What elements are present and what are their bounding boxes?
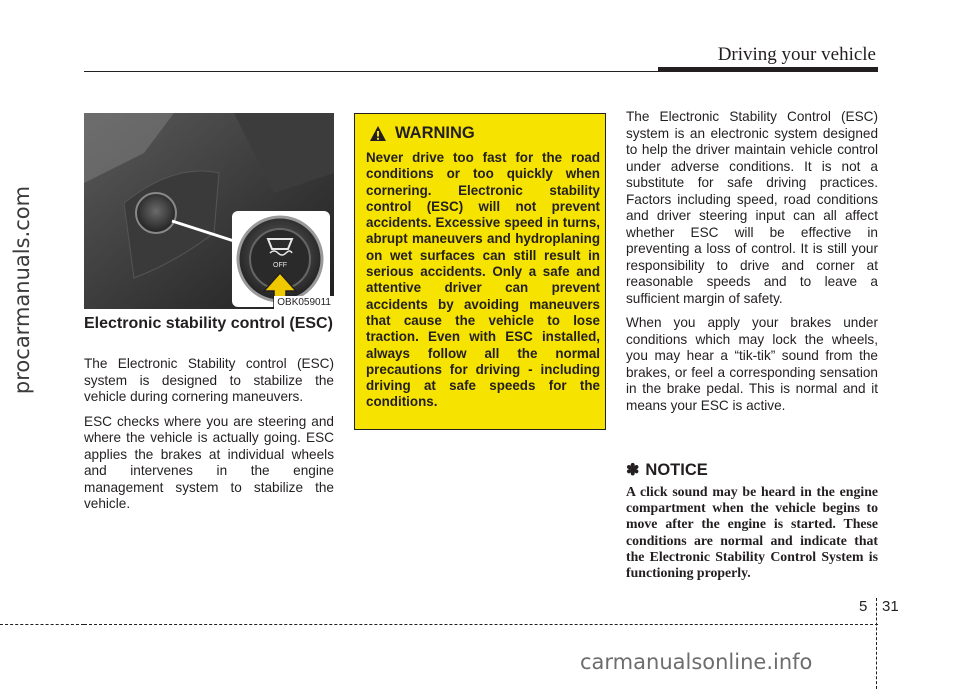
- notice-body: A click sound may be heard in the engine compartment when the vehicle begins to move after the engine is started. These conditions are normal and indicate that the Electronic Stability Control System is functioning properly.: [626, 484, 878, 581]
- page-number-divider: [876, 598, 877, 689]
- footer-rule: [84, 624, 878, 625]
- header-rule-accent: [658, 67, 878, 72]
- esc-button-small: [136, 193, 176, 233]
- paragraph: The Electronic Stability control (ESC) system is designed to stabilize the vehicle during cornering maneuvers.: [84, 356, 334, 404]
- warning-body: Never drive too fast for the road conditions or too quickly when cornering. Electronic stability control (ESC) will not prevent accidents. Excessive speed in turns, abrupt maneuvers and hydroplaning on wet surfaces can still result in serious accidents. Only a safe and attentive driver can prevent accidents by avoiding maneuvers that cause the vehicle to lose traction. Even with ESC installed, always follow all the normal precautions for driving - including driving at safe speeds for the conditions.: [366, 150, 600, 410]
- chapter-number: 5: [859, 598, 868, 615]
- notice-star-icon: ✽: [626, 462, 640, 479]
- warning-triangle-icon: [369, 125, 387, 143]
- figure-code: OBK059011: [274, 296, 334, 309]
- page-number: 31: [882, 598, 899, 615]
- right-column: [626, 109, 878, 422]
- side-watermark: [4, 100, 40, 480]
- off-label: OFF: [273, 262, 287, 269]
- warning-header: [369, 124, 475, 143]
- footer-rule: [0, 624, 84, 625]
- page-header-title: Driving your vehicle: [717, 44, 876, 65]
- paragraph: When you apply your brakes under conditions which may lock the wheels, you may hear a “tik-tik” sound from the brakes, or feel a corresponding sensation in the brake pedal. This is normal and it means your ESC is active.: [626, 315, 878, 413]
- dashboard-illustration: [84, 113, 334, 309]
- left-column: [84, 356, 334, 521]
- esc-button-photo: [84, 113, 334, 309]
- section-title: Electronic stability control (ESC): [84, 315, 333, 332]
- notice-header: [626, 460, 708, 480]
- side-watermark-text: procarmanuals.com: [10, 185, 34, 395]
- header-rule: [84, 71, 674, 72]
- paragraph: The Electronic Stability Control (ESC) system is an electronic system designed to help the driver maintain vehicle control under adverse conditions. It is not a substitute for safe driving practices. Factors including speed, road conditions and driver steering input can all affect whether ESC will be effective in preventing a loss of control. It is still your responsibility to drive and corner at reasonable speeds and to leave a sufficient margin of safety.: [626, 109, 878, 306]
- warning-box: [354, 113, 606, 430]
- paragraph: ESC checks where you are steering and where the vehicle is actually going. ESC applies the brakes at individual wheels and intervenes in the engine management system to stabilize the vehicle.: [84, 413, 334, 511]
- notice-title: NOTICE: [645, 460, 708, 479]
- warning-title: WARNING: [395, 124, 475, 142]
- bottom-watermark: carmanualsonline.info: [580, 650, 813, 674]
